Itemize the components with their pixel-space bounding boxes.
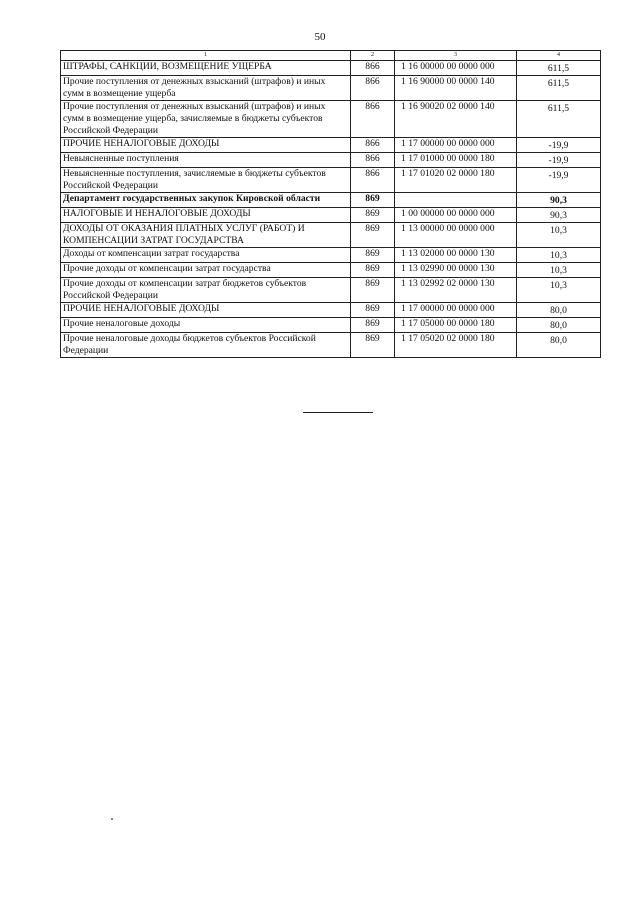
row-amount: 80,0 — [517, 318, 601, 333]
row-amount: -19,9 — [517, 168, 601, 193]
end-rule — [303, 412, 373, 413]
row-admin-code: 869 — [351, 208, 395, 223]
row-admin-code: 866 — [351, 101, 395, 138]
row-amount: 90,3 — [517, 193, 601, 208]
row-budget-code: 1 13 02000 00 0000 130 — [395, 248, 517, 263]
row-admin-code: 869 — [351, 193, 395, 208]
row-name: Департамент государственных закупок Кировской области — [61, 193, 351, 208]
row-name: Прочие доходы от компенсации затрат бюджетов субъектов Российской Федерации — [61, 278, 351, 303]
row-amount: 10,3 — [517, 278, 601, 303]
row-amount: 90,3 — [517, 208, 601, 223]
table-row — [61, 61, 601, 76]
scan-speck — [111, 818, 113, 820]
row-admin-code: 869 — [351, 318, 395, 333]
row-name: Прочие поступления от денежных взысканий (штрафов) и иных сумм в возмещение ущерба — [61, 76, 351, 101]
table-row — [61, 223, 601, 248]
row-budget-code: 1 13 02990 00 0000 130 — [395, 263, 517, 278]
row-budget-code — [395, 193, 517, 208]
row-budget-code: 1 13 02992 02 0000 130 — [395, 278, 517, 303]
row-amount: 611,5 — [517, 101, 601, 138]
column-number-4: 4 — [517, 51, 601, 61]
row-budget-code: 1 17 05020 02 0000 180 — [395, 333, 517, 358]
row-budget-code: 1 17 01020 02 0000 180 — [395, 168, 517, 193]
table-row — [61, 248, 601, 263]
column-number-3: 3 — [395, 51, 517, 61]
row-budget-code: 1 16 00000 00 0000 000 — [395, 61, 517, 76]
row-amount: 611,5 — [517, 61, 601, 76]
row-amount: 80,0 — [517, 333, 601, 358]
row-budget-code: 1 17 01000 00 0000 180 — [395, 153, 517, 168]
row-admin-code: 869 — [351, 278, 395, 303]
row-admin-code: 869 — [351, 263, 395, 278]
row-name: Невыясненные поступления, зачисляемые в бюджеты субъектов Российской Федерации — [61, 168, 351, 193]
row-admin-code: 869 — [351, 303, 395, 318]
row-name: Прочие неналоговые доходы бюджетов субъектов Российской Федерации — [61, 333, 351, 358]
row-name: Прочие неналоговые доходы — [61, 318, 351, 333]
row-budget-code: 1 17 00000 00 0000 000 — [395, 138, 517, 153]
column-number-row — [61, 51, 601, 61]
row-budget-code: 1 16 90000 00 0000 140 — [395, 76, 517, 101]
row-admin-code: 869 — [351, 223, 395, 248]
row-admin-code: 869 — [351, 333, 395, 358]
row-budget-code: 1 16 90020 02 0000 140 — [395, 101, 517, 138]
row-name: Невыясненные поступления — [61, 153, 351, 168]
row-amount: 80,0 — [517, 303, 601, 318]
row-name: НАЛОГОВЫЕ И НЕНАЛОГОВЫЕ ДОХОДЫ — [61, 208, 351, 223]
table-row — [61, 168, 601, 193]
row-amount: 611,5 — [517, 76, 601, 101]
table-row — [61, 153, 601, 168]
row-name: ПРОЧИЕ НЕНАЛОГОВЫЕ ДОХОДЫ — [61, 138, 351, 153]
table-row — [61, 263, 601, 278]
row-amount: 10,3 — [517, 248, 601, 263]
row-name: Доходы от компенсации затрат государства — [61, 248, 351, 263]
row-admin-code: 866 — [351, 76, 395, 101]
page-number: 50 — [314, 31, 326, 43]
row-name: Прочие доходы от компенсации затрат государства — [61, 263, 351, 278]
revenue-table — [60, 50, 601, 358]
row-name: ШТРАФЫ, САНКЦИИ, ВОЗМЕЩЕНИЕ УЩЕРБА — [61, 61, 351, 76]
table-row — [61, 333, 601, 358]
table-row — [61, 303, 601, 318]
table-row — [61, 318, 601, 333]
column-number-1: 1 — [61, 51, 351, 61]
table-row — [61, 138, 601, 153]
table-row — [61, 193, 601, 208]
row-name: Прочие поступления от денежных взысканий (штрафов) и иных сумм в возмещение ущерба, зачисляемые в бюджеты субъектов Российской Федерации — [61, 101, 351, 138]
row-amount: -19,9 — [517, 153, 601, 168]
row-admin-code: 866 — [351, 138, 395, 153]
table-row — [61, 76, 601, 101]
column-number-2: 2 — [351, 51, 395, 61]
row-budget-code: 1 00 00000 00 0000 000 — [395, 208, 517, 223]
row-admin-code: 869 — [351, 248, 395, 263]
table-row — [61, 101, 601, 138]
table-row — [61, 278, 601, 303]
row-budget-code: 1 17 00000 00 0000 000 — [395, 303, 517, 318]
table-row — [61, 208, 601, 223]
row-amount: -19,9 — [517, 138, 601, 153]
row-admin-code: 866 — [351, 168, 395, 193]
row-admin-code: 866 — [351, 153, 395, 168]
row-amount: 10,3 — [517, 263, 601, 278]
row-budget-code: 1 17 05000 00 0000 180 — [395, 318, 517, 333]
row-budget-code: 1 13 00000 00 0000 000 — [395, 223, 517, 248]
row-name: ПРОЧИЕ НЕНАЛОГОВЫЕ ДОХОДЫ — [61, 303, 351, 318]
row-amount: 10,3 — [517, 223, 601, 248]
row-admin-code: 866 — [351, 61, 395, 76]
row-name: ДОХОДЫ ОТ ОКАЗАНИЯ ПЛАТНЫХ УСЛУГ (РАБОТ) И КОМПЕНСАЦИИ ЗАТРАТ ГОСУДАРСТВА — [61, 223, 351, 248]
